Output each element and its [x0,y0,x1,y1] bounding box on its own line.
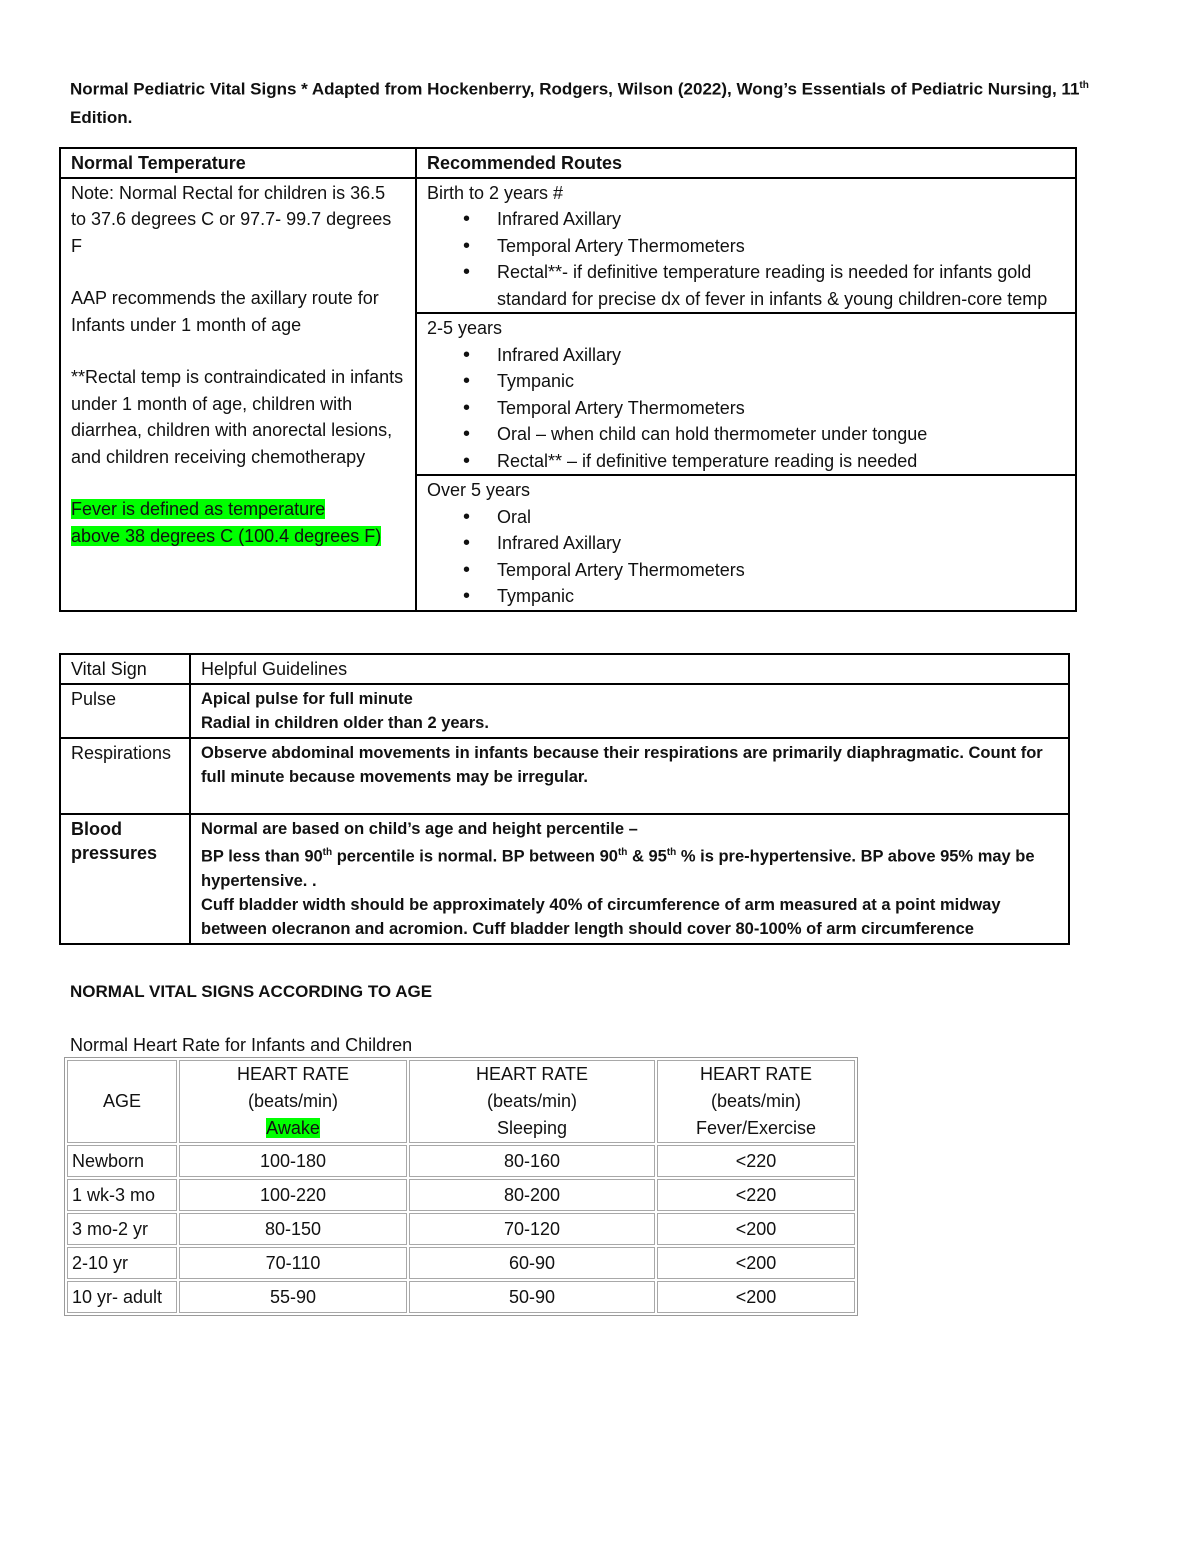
header-awake-line3: Awake [266,1118,320,1138]
awake-cell: 55-90 [179,1281,407,1313]
header-fever-line2: (beats/min) [710,1091,802,1111]
heart-rate-caption: Normal Heart Rate for Infants and Children [70,1035,413,1055]
bp-text-b: percentile is normal. BP between 90 [332,847,618,866]
fever-definition-line2: above 38 degrees C (100.4 degrees F) [71,525,382,546]
respirations-guideline: Observe abdominal movements in infants because their respirations are primarily diaphragmatic. Count for full minute because movements may be irregular. [190,738,1069,814]
sleeping-cell: 50-90 [409,1281,655,1313]
bp-sup-1: th [322,847,333,858]
route-group-2-5 [416,313,1076,475]
bp-text-c: & 95 [627,847,667,866]
header-sleeping [409,1060,655,1143]
normal-rectal-note: Note: Normal Rectal for children is 36.5 to 37.6 degrees C or 97.7- 99.7 degrees F [71,182,392,256]
header-recommended-routes: Recommended Routes [416,148,1076,178]
age-cell: 1 wk-3 mo [67,1179,177,1211]
age-cell: 10 yr- adult [67,1281,177,1313]
route-item: • Oral [497,504,1065,531]
route-list [427,504,1065,610]
sleeping-cell: 80-160 [409,1145,655,1177]
route-item: • Infrared Axillary [497,206,1065,233]
table-row [67,1281,855,1313]
route-group-over-5 [416,475,1076,611]
header-awake-line2: (beats/min) [247,1091,339,1111]
table-row [67,1179,855,1211]
header-vital-sign: Vital Sign [60,654,190,684]
pulse-guideline-line1: Apical pulse for full minute [201,690,413,708]
route-group-label: Birth to 2 years # [427,182,564,203]
header-sleeping-line3: Sleeping [496,1118,568,1138]
sleeping-cell: 70-120 [409,1213,655,1245]
route-item: • Infrared Axillary [497,342,1065,369]
sleeping-cell: 60-90 [409,1247,655,1279]
respirations-label: Respirations [60,738,190,814]
pulse-guideline-line2: Radial in children older than 2 years. [201,714,489,732]
table-row [67,1213,855,1245]
aap-recommendation: AAP recommends the axillary route for Infants under 1 month of age [71,288,379,335]
header-normal-temperature: Normal Temperature [60,148,416,178]
pulse-guideline [190,684,1069,738]
title-tail: Edition. [70,107,133,127]
title-superscript: th [1079,80,1089,91]
temperature-table [59,147,1077,612]
route-list [427,342,1065,475]
route-list [427,206,1065,312]
fever-cell: <220 [657,1145,855,1177]
bp-text-d: % is pre-hypertensive. BP above 95% may be hypertensive. . [201,847,1035,890]
fever-cell: <200 [657,1281,855,1313]
route-group-birth-2 [416,178,1076,314]
header-fever-line3: Fever/Exercise [695,1118,817,1138]
heart-rate-table [64,1057,858,1316]
age-cell: 2-10 yr [67,1247,177,1279]
bp-text-a: BP less than 90 [201,847,323,866]
route-group-label: 2-5 years [427,318,503,338]
header-helpful-guidelines: Helpful Guidelines [190,654,1069,684]
fever-cell: <200 [657,1213,855,1245]
header-fever-line1: HEART RATE [699,1064,813,1084]
fever-cell: <220 [657,1179,855,1211]
header-sleeping-line2: (beats/min) [486,1091,578,1111]
bp-guideline-line2 [201,841,1058,893]
document-title [70,72,1130,132]
bp-sup-3: th [666,847,677,858]
blood-pressure-guideline [190,814,1069,944]
route-item: • Temporal Artery Thermometers [497,395,1065,422]
route-item: • Oral – when child can hold thermometer under tongue [497,421,1065,448]
temperature-notes-cell [60,178,416,611]
section-title: NORMAL VITAL SIGNS ACCORDING TO AGE [70,982,433,1001]
awake-cell: 80-150 [179,1213,407,1245]
route-item: • Infrared Axillary [497,530,1065,557]
awake-cell: 100-220 [179,1179,407,1211]
fever-cell: <200 [657,1247,855,1279]
fever-definition-line1: Fever is defined as temperature [71,499,326,519]
title-text: Normal Pediatric Vital Signs * Adapted from Hockenberry, Rodgers, Wilson (2022), Wong’s Essentials of Pediatric Nursing, 11 [70,79,1080,99]
age-cell: Newborn [67,1145,177,1177]
bp-guideline-line3: Cuff bladder width should be approximately 40% of circumference of arm measured at a point midway between olecranon and acromion. Cuff bladder length should cover 80-100% of arm circumference [201,895,1001,938]
bp-sup-2: th [617,847,628,858]
rectal-contraindication: **Rectal temp is contraindicated in infants under 1 month of age, children with diarrhea, children with anorectal lesions, and children receiving chemotherapy [71,367,404,467]
header-fever [657,1060,855,1143]
route-item: • Tympanic [497,583,1065,610]
route-item: • Temporal Artery Thermometers [497,233,1065,260]
sleeping-cell: 80-200 [409,1179,655,1211]
route-group-label: Over 5 years [427,480,531,500]
guidelines-table [59,653,1070,945]
table-row [67,1247,855,1279]
blood-pressure-label: Blood pressures [60,814,190,944]
route-item: • Temporal Artery Thermometers [497,557,1065,584]
table-row [67,1145,855,1177]
header-age: AGE [67,1060,177,1143]
header-awake [179,1060,407,1143]
header-awake-line1: HEART RATE [236,1064,350,1084]
pulse-label: Pulse [60,684,190,738]
header-sleeping-line1: HEART RATE [475,1064,589,1084]
bp-guideline-line1: Normal are based on child’s age and height percentile – [201,820,638,838]
route-item: • Rectal** – if definitive temperature reading is needed [497,448,1065,475]
awake-cell: 70-110 [179,1247,407,1279]
route-item: • Rectal**- if definitive temperature reading is needed for infants gold standard for precise dx of fever in infants & young children-core temp [497,259,1065,312]
route-item: • Tympanic [497,368,1065,395]
awake-cell: 100-180 [179,1145,407,1177]
age-cell: 3 mo-2 yr [67,1213,177,1245]
